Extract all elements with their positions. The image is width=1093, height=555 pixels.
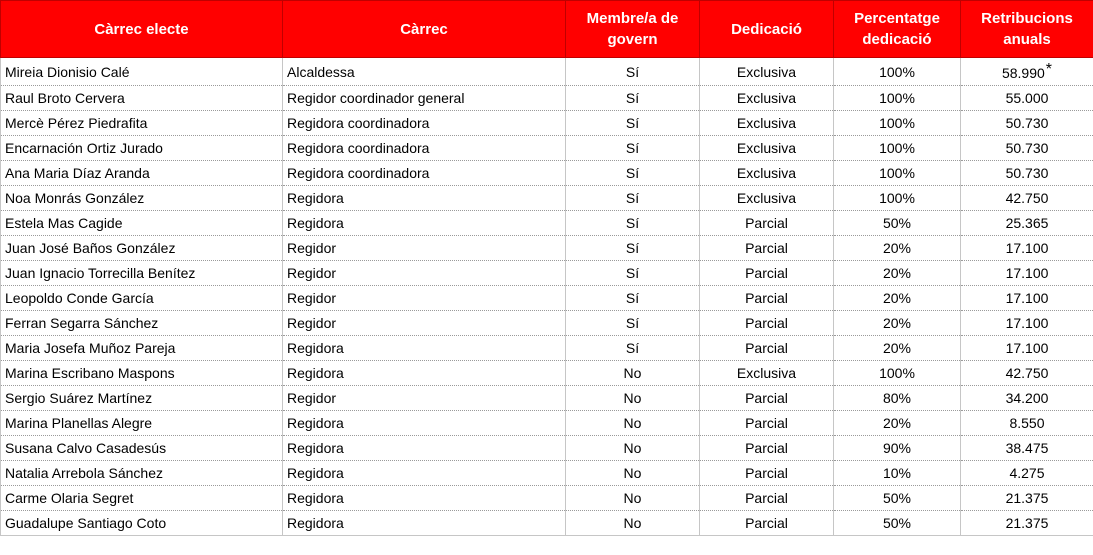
cell-carrec [283,136,566,161]
table-row [1,486,1093,511]
header-membre-govern: Membre/a de govern [566,1,700,58]
cell-carrec [283,161,566,186]
cell-percentatge-dedicacio-value: 20% [882,315,912,331]
cell-percentatge-dedicacio [834,58,961,86]
cell-dedicacio [700,486,834,511]
cell-carrec [283,261,566,286]
table-row [1,386,1093,411]
cell-dedicacio-value: Parcial [745,265,788,281]
cell-percentatge-dedicacio [834,186,961,211]
cell-carrec-electe-value: Maria Josefa Muñoz Pareja [5,340,176,356]
cell-retribucions-anuals [961,58,1093,86]
cell-percentatge-dedicacio-value: 10% [882,465,912,481]
cell-retribucions-anuals [961,311,1093,336]
table-row [1,311,1093,336]
cell-percentatge-dedicacio-value: 20% [882,240,912,256]
table-row [1,211,1093,236]
table-body [1,58,1093,536]
cell-membre-govern-value: No [623,415,642,431]
cell-carrec-electe [1,411,283,436]
cell-carrec-electe-value: Encarnación Ortiz Jurado [5,140,163,156]
cell-dedicacio [700,86,834,111]
header-carrec-electe: Càrrec electe [1,1,283,58]
cell-membre-govern [566,461,700,486]
cell-carrec-value: Regidora coordinadora [287,165,430,181]
cell-retribucions-anuals-value: 17.100 [1005,290,1049,306]
cell-carrec-value: Regidora [287,415,344,431]
cell-carrec-value: Regidor coordinador general [287,90,465,106]
cell-membre-govern-value: Sí [625,265,640,281]
cell-carrec [283,86,566,111]
cell-percentatge-dedicacio [834,261,961,286]
cell-carrec-electe-value: Estela Mas Cagide [5,215,123,231]
cell-carrec-electe [1,136,283,161]
cell-dedicacio-value: Parcial [745,390,788,406]
cell-carrec-value: Alcaldessa [287,63,355,80]
cell-percentatge-dedicacio [834,361,961,386]
cell-carrec-electe-value: Marina Planellas Alegre [5,415,153,431]
cell-carrec-electe [1,286,283,311]
table-row [1,461,1093,486]
cell-carrec [283,111,566,136]
cell-carrec-electe-value: Juan José Baños González [5,240,176,256]
table-row [1,136,1093,161]
cell-retribucions-anuals-value: 50.730 [1005,165,1049,181]
cell-dedicacio-value: Exclusiva [736,365,797,381]
cell-retribucions-anuals-value: 34.200 [1005,390,1049,406]
cell-dedicacio-value: Parcial [745,290,788,306]
cell-percentatge-dedicacio-value: 20% [882,340,912,356]
cell-dedicacio [700,336,834,361]
cell-dedicacio-value: Parcial [745,315,788,331]
cell-membre-govern [566,361,700,386]
cell-percentatge-dedicacio-value: 100% [879,140,915,156]
cell-dedicacio [700,511,834,536]
cell-carrec-value: Regidor [287,265,337,281]
cell-carrec-electe [1,486,283,511]
cell-retribucions-anuals [961,511,1093,536]
cell-carrec [283,436,566,461]
cell-retribucions-anuals [961,186,1093,211]
cell-carrec-value: Regidora coordinadora [287,115,430,131]
cell-retribucions-anuals-value: 50.730 [1005,115,1049,131]
cell-retribucions-anuals [961,161,1093,186]
cell-dedicacio [700,386,834,411]
cell-carrec-electe-value: Carme Olaria Segret [5,490,134,506]
cell-carrec-value: Regidora [287,190,344,206]
cell-percentatge-dedicacio [834,411,961,436]
cell-percentatge-dedicacio-value: 20% [882,290,912,306]
cell-carrec-value: Regidora [287,490,344,506]
cell-carrec-electe [1,58,283,86]
cell-dedicacio [700,361,834,386]
cell-retribucions-anuals-value: 50.730 [1005,140,1049,156]
cell-percentatge-dedicacio [834,136,961,161]
table-row [1,58,1093,86]
footnote-asterisk: * [1045,61,1053,78]
table-row [1,111,1093,136]
cell-carrec-electe [1,361,283,386]
cell-carrec-value: Regidora [287,440,344,456]
header-retribucions-anuals: Retribucions anuals [961,1,1093,58]
cell-carrec-value: Regidora [287,340,344,356]
cell-carrec-electe [1,161,283,186]
cell-carrec-electe [1,336,283,361]
cell-carrec-electe [1,111,283,136]
cell-carrec [283,336,566,361]
cell-carrec-value: Regidora [287,465,344,481]
cell-carrec-electe [1,311,283,336]
cell-membre-govern [566,386,700,411]
cell-percentatge-dedicacio [834,486,961,511]
cell-carrec [283,58,566,86]
cell-percentatge-dedicacio [834,436,961,461]
header-carrec: Càrrec [283,1,566,58]
cell-membre-govern [566,58,700,86]
cell-carrec-electe-value: Raul Broto Cervera [5,90,125,106]
cell-carrec-electe-value: Natalia Arrebola Sánchez [5,465,163,481]
table-row [1,286,1093,311]
cell-membre-govern-value: Sí [625,215,640,231]
cell-retribucions-anuals [961,136,1093,161]
cell-percentatge-dedicacio-value: 80% [882,390,912,406]
cell-percentatge-dedicacio [834,86,961,111]
cell-carrec [283,386,566,411]
cell-carrec-value: Regidor [287,315,337,331]
cell-carrec [283,311,566,336]
cell-dedicacio-value: Parcial [745,440,788,456]
cell-carrec-electe [1,86,283,111]
cell-dedicacio [700,161,834,186]
cell-membre-govern [566,486,700,511]
cell-membre-govern-value: Sí [625,115,640,131]
cell-carrec-value: Regidor [287,240,337,256]
cell-retribucions-anuals [961,261,1093,286]
header-row [1,1,1093,58]
cell-membre-govern [566,86,700,111]
cell-retribucions-anuals [961,461,1093,486]
cell-retribucions-anuals-value: 21.375 [1005,515,1049,531]
cell-membre-govern [566,336,700,361]
cell-dedicacio-value: Parcial [745,215,788,231]
cell-membre-govern-value: Sí [625,165,640,181]
cell-dedicacio [700,186,834,211]
table-row [1,336,1093,361]
cell-carrec [283,236,566,261]
cell-membre-govern [566,136,700,161]
cell-retribucions-anuals [961,86,1093,111]
cell-carrec-value: Regidor [287,290,337,306]
cell-membre-govern [566,436,700,461]
table-row [1,86,1093,111]
table-row [1,436,1093,461]
cell-carrec-electe-value: Susana Calvo Casadesús [5,440,167,456]
cell-carrec-electe-value: Ferran Segarra Sánchez [5,315,159,331]
cell-retribucions-anuals-value: 17.100 [1005,240,1049,256]
cell-membre-govern-value: Sí [625,190,640,206]
cell-dedicacio [700,261,834,286]
cell-carrec-electe [1,211,283,236]
cell-membre-govern [566,261,700,286]
cell-percentatge-dedicacio [834,236,961,261]
cell-percentatge-dedicacio-value: 50% [882,215,912,231]
cell-dedicacio [700,111,834,136]
cell-dedicacio [700,211,834,236]
cell-carrec-electe-value: Sergio Suárez Martínez [5,390,153,406]
cell-retribucions-anuals-value: 21.375 [1005,490,1049,506]
cell-retribucions-anuals-value: 58.990 [1001,65,1045,81]
cell-percentatge-dedicacio [834,161,961,186]
cell-membre-govern-value: No [623,365,642,381]
cell-dedicacio [700,136,834,161]
cell-dedicacio-value: Parcial [745,240,788,256]
cell-dedicacio-value: Parcial [745,515,788,531]
cell-membre-govern-value: No [623,465,642,481]
cell-carrec [283,411,566,436]
cell-percentatge-dedicacio [834,461,961,486]
cell-carrec-electe [1,386,283,411]
cell-carrec-value: Regidora [287,365,344,381]
cell-percentatge-dedicacio [834,336,961,361]
cell-dedicacio-value: Parcial [745,490,788,506]
cell-dedicacio [700,58,834,86]
cell-dedicacio-value: Exclusiva [736,140,797,156]
cell-percentatge-dedicacio-value: 20% [882,415,912,431]
cell-percentatge-dedicacio [834,386,961,411]
cell-retribucions-anuals [961,211,1093,236]
cell-carrec [283,461,566,486]
cell-carrec-electe-value: Guadalupe Santiago Coto [5,515,167,531]
cell-dedicacio-value: Exclusiva [736,63,797,80]
cell-dedicacio-value: Exclusiva [736,115,797,131]
cell-retribucions-anuals [961,361,1093,386]
cell-carrec-electe-value: Marina Escribano Maspons [5,365,175,381]
table-row [1,511,1093,536]
cell-retribucions-anuals [961,436,1093,461]
cell-carrec-electe-value: Noa Monrás González [5,190,145,206]
cell-carrec-electe-value: Mercè Pérez Piedrafita [5,115,148,131]
cell-membre-govern-value: Sí [625,290,640,306]
cell-carrec-electe [1,511,283,536]
cell-percentatge-dedicacio-value: 100% [879,165,915,181]
cell-membre-govern [566,236,700,261]
cell-membre-govern [566,311,700,336]
cell-retribucions-anuals-value: 17.100 [1005,315,1049,331]
cell-dedicacio-value: Parcial [745,415,788,431]
cell-percentatge-dedicacio-value: 50% [882,515,912,531]
cell-carrec-electe [1,186,283,211]
cell-dedicacio-value: Exclusiva [736,190,797,206]
header-percentatge-dedicacio: Percentatge dedicació [834,1,961,58]
cell-carrec-electe-value: Ana Maria Díaz Aranda [5,165,150,181]
cell-percentatge-dedicacio-value: 100% [879,63,915,80]
cell-carrec [283,286,566,311]
cell-retribucions-anuals [961,486,1093,511]
cell-percentatge-dedicacio-value: 100% [879,365,915,381]
cell-retribucions-anuals-value: 17.100 [1005,340,1049,356]
cell-membre-govern [566,111,700,136]
table-row [1,161,1093,186]
table-row [1,236,1093,261]
cell-retribucions-anuals-value: 38.475 [1005,440,1049,456]
cell-membre-govern [566,511,700,536]
cell-membre-govern-value: No [623,490,642,506]
cell-retribucions-anuals-value: 25.365 [1005,215,1049,231]
cell-membre-govern-value: Sí [625,140,640,156]
cell-carrec [283,486,566,511]
cell-percentatge-dedicacio-value: 20% [882,265,912,281]
cell-carrec [283,211,566,236]
cell-membre-govern-value: Sí [625,240,640,256]
cell-retribucions-anuals [961,236,1093,261]
cell-retribucions-anuals-value: 42.750 [1005,365,1049,381]
cell-carrec-value: Regidora [287,215,344,231]
cell-membre-govern-value: Sí [625,63,640,80]
cell-carrec-electe [1,261,283,286]
cell-carrec-electe [1,436,283,461]
table-row [1,361,1093,386]
table-row [1,261,1093,286]
cell-membre-govern [566,286,700,311]
cell-membre-govern-value: No [623,390,642,406]
cell-dedicacio [700,236,834,261]
cell-membre-govern-value: No [623,515,642,531]
cell-dedicacio-value: Parcial [745,465,788,481]
cell-membre-govern [566,211,700,236]
cell-percentatge-dedicacio [834,111,961,136]
cell-retribucions-anuals-value: 42.750 [1005,190,1049,206]
cell-membre-govern [566,411,700,436]
cell-dedicacio [700,286,834,311]
cell-carrec-electe [1,236,283,261]
cell-retribucions-anuals [961,336,1093,361]
cell-percentatge-dedicacio-value: 100% [879,115,915,131]
cell-dedicacio-value: Exclusiva [736,90,797,106]
cell-percentatge-dedicacio [834,211,961,236]
cell-carrec-electe-value: Juan Ignacio Torrecilla Benítez [5,265,196,281]
cell-carrec-value: Regidor [287,390,337,406]
cell-retribucions-anuals [961,411,1093,436]
cell-retribucions-anuals [961,386,1093,411]
cell-retribucions-anuals [961,111,1093,136]
cell-dedicacio [700,461,834,486]
cell-retribucions-anuals-value: 55.000 [1005,90,1049,106]
table-row [1,411,1093,436]
cell-carrec-electe-value: Mireia Dionisio Calé [5,63,130,80]
cell-dedicacio-value: Parcial [745,340,788,356]
cell-carrec-value: Regidora coordinadora [287,140,430,156]
cell-membre-govern-value: Sí [625,90,640,106]
cell-carrec-value: Regidora [287,515,344,531]
cell-retribucions-anuals-value: 8.550 [1009,415,1045,431]
cell-membre-govern-value: No [623,440,642,456]
cell-carrec [283,361,566,386]
cell-percentatge-dedicacio-value: 50% [882,490,912,506]
cell-percentatge-dedicacio-value: 90% [882,440,912,456]
cell-membre-govern-value: Sí [625,315,640,331]
table-row [1,186,1093,211]
cell-carrec [283,186,566,211]
cell-membre-govern [566,186,700,211]
cell-membre-govern-value: Sí [625,340,640,356]
cell-retribucions-anuals [961,286,1093,311]
cell-retribucions-anuals-value: 17.100 [1005,265,1049,281]
cell-carrec-electe-value: Leopoldo Conde García [5,290,154,306]
cell-retribucions-anuals-value: 4.275 [1009,465,1045,481]
cell-membre-govern [566,161,700,186]
cell-percentatge-dedicacio-value: 100% [879,190,915,206]
cell-carrec-electe [1,461,283,486]
cell-percentatge-dedicacio-value: 100% [879,90,915,106]
cell-percentatge-dedicacio [834,311,961,336]
cell-dedicacio [700,411,834,436]
cell-dedicacio-value: Exclusiva [736,165,797,181]
cell-dedicacio [700,436,834,461]
cell-carrec [283,511,566,536]
header-dedicacio: Dedicació [700,1,834,58]
cell-percentatge-dedicacio [834,511,961,536]
cell-dedicacio [700,311,834,336]
cell-percentatge-dedicacio [834,286,961,311]
